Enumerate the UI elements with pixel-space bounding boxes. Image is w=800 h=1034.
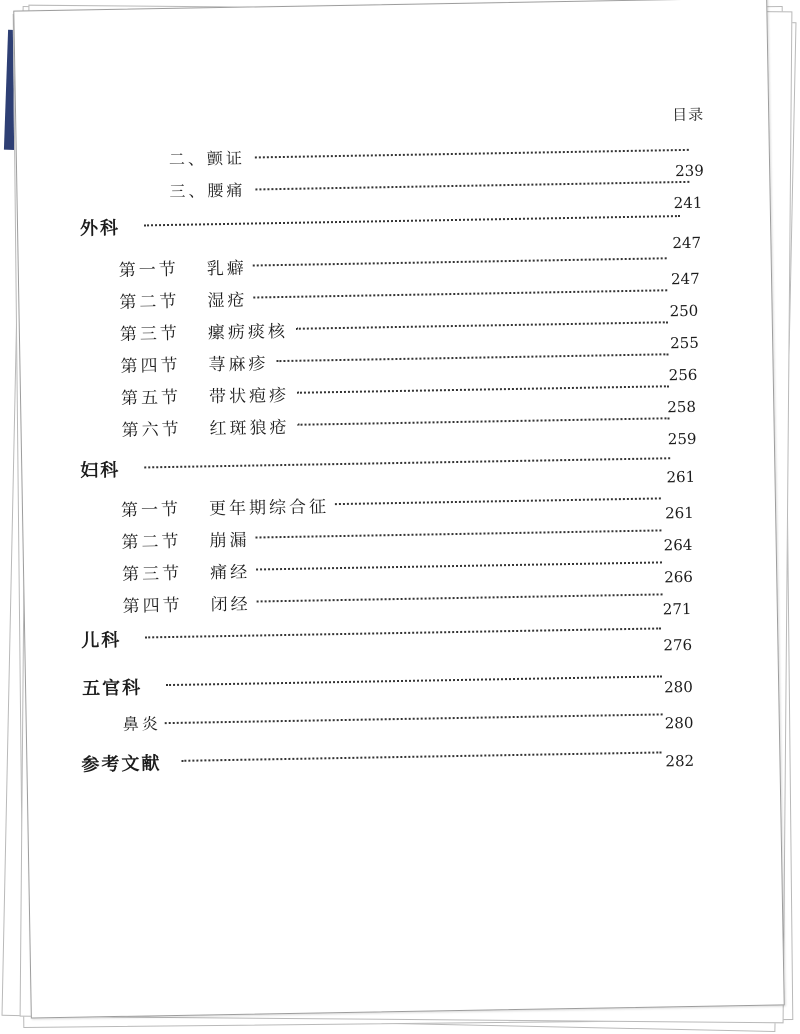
toc-section-entry[interactable] [120,342,668,377]
leader-dots [297,385,669,393]
leader-dots [181,751,661,761]
toc-section-entry[interactable] [119,310,668,345]
leader-dots [276,353,668,362]
section-number: 第四节 [122,595,183,617]
toc-page-number: 259 [667,429,697,449]
section-title: 更年期综合征 [208,497,330,520]
section-title: 瘰疬痰核 [207,321,289,344]
toc-chapter-gynecology[interactable] [80,446,670,482]
toc-chapter-label: 妇科 [80,459,121,482]
toc-page-number: 241 [673,193,703,213]
section-number: 第六节 [121,419,182,441]
toc-chapter-surgery[interactable] [79,204,680,240]
section-title: 带状疱疹 [208,385,290,408]
section-number: 第一节 [120,499,182,521]
running-header: 目录 [672,105,705,125]
toc-section-entry[interactable] [118,246,667,281]
toc-page [13,0,784,1019]
leader-dots [166,675,662,686]
leader-dots [165,713,663,724]
toc-page-number: 261 [666,467,696,487]
section-number: 第五节 [120,387,182,409]
toc-page-number: 264 [663,535,693,555]
toc-section-entry[interactable] [120,374,669,409]
toc-section-entry[interactable] [120,486,661,521]
toc-section-entry[interactable] [119,278,667,313]
toc-page-number: 276 [663,635,693,655]
leader-dots [255,181,689,191]
toc-section-entry[interactable] [121,550,662,585]
section-title: 荨麻疹 [208,354,269,376]
leader-dots [296,321,668,329]
section-number: 第二节 [119,291,180,313]
toc-chapter-label: 儿科 [81,629,122,652]
section-title: 红斑狼疮 [209,417,290,440]
toc-entry-label: 三、腰痛 [169,180,246,201]
leader-dots [144,457,670,468]
leader-dots [255,149,689,159]
leader-dots [255,529,661,538]
leader-dots [257,593,663,602]
toc-chapter-label: 五官科 [81,677,143,700]
section-number: 第二节 [121,531,182,553]
section-title: 湿疮 [207,290,248,312]
leader-dots [256,561,662,570]
toc-page-number: 266 [664,567,694,587]
section-number: 第一节 [118,259,179,281]
toc-page-number: 255 [670,333,699,353]
section-number: 第三节 [119,323,181,345]
section-number: 第三节 [121,563,183,585]
toc-chapter-ent[interactable] [81,664,662,700]
toc-page-number: 280 [664,677,693,697]
section-number: 第四节 [120,355,181,377]
toc-entry-lumbago[interactable] [169,170,689,201]
toc-page-number: 280 [664,713,694,733]
leader-dots [145,627,661,638]
toc-entry-tremor[interactable] [169,138,689,169]
toc-section-entry[interactable] [121,518,661,553]
toc-entry-label: 二、颤证 [168,148,246,169]
toc-page-number: 247 [670,269,700,289]
toc-entry-label: 鼻炎 [122,714,161,734]
section-title: 乳癖 [206,258,247,280]
section-title: 痛经 [209,562,251,584]
leader-dots [335,497,661,505]
leader-dots [253,257,667,266]
leader-dots [298,417,670,425]
leader-dots [144,215,680,226]
toc-section-entry[interactable] [121,406,669,441]
toc-page-number: 256 [668,365,698,385]
toc-chapter-pediatrics[interactable] [81,616,661,652]
toc-page-number: 261 [664,503,694,523]
leader-dots [253,289,667,298]
section-title: 崩漏 [209,530,250,552]
section-title: 闭经 [210,594,251,616]
toc-chapter-references[interactable] [81,740,661,776]
toc-page-number: 247 [672,233,702,253]
toc-page-number: 282 [665,751,695,771]
toc-page-number: 239 [675,161,704,181]
toc-chapter-label: 参考文献 [81,753,162,776]
toc-entry-rhinitis[interactable] [123,702,663,733]
toc-page-number: 258 [667,397,697,417]
toc-section-entry[interactable] [122,582,662,617]
toc-page-number: 271 [662,599,692,619]
toc-chapter-label: 外科 [79,217,121,240]
toc-page-number: 250 [669,301,699,321]
